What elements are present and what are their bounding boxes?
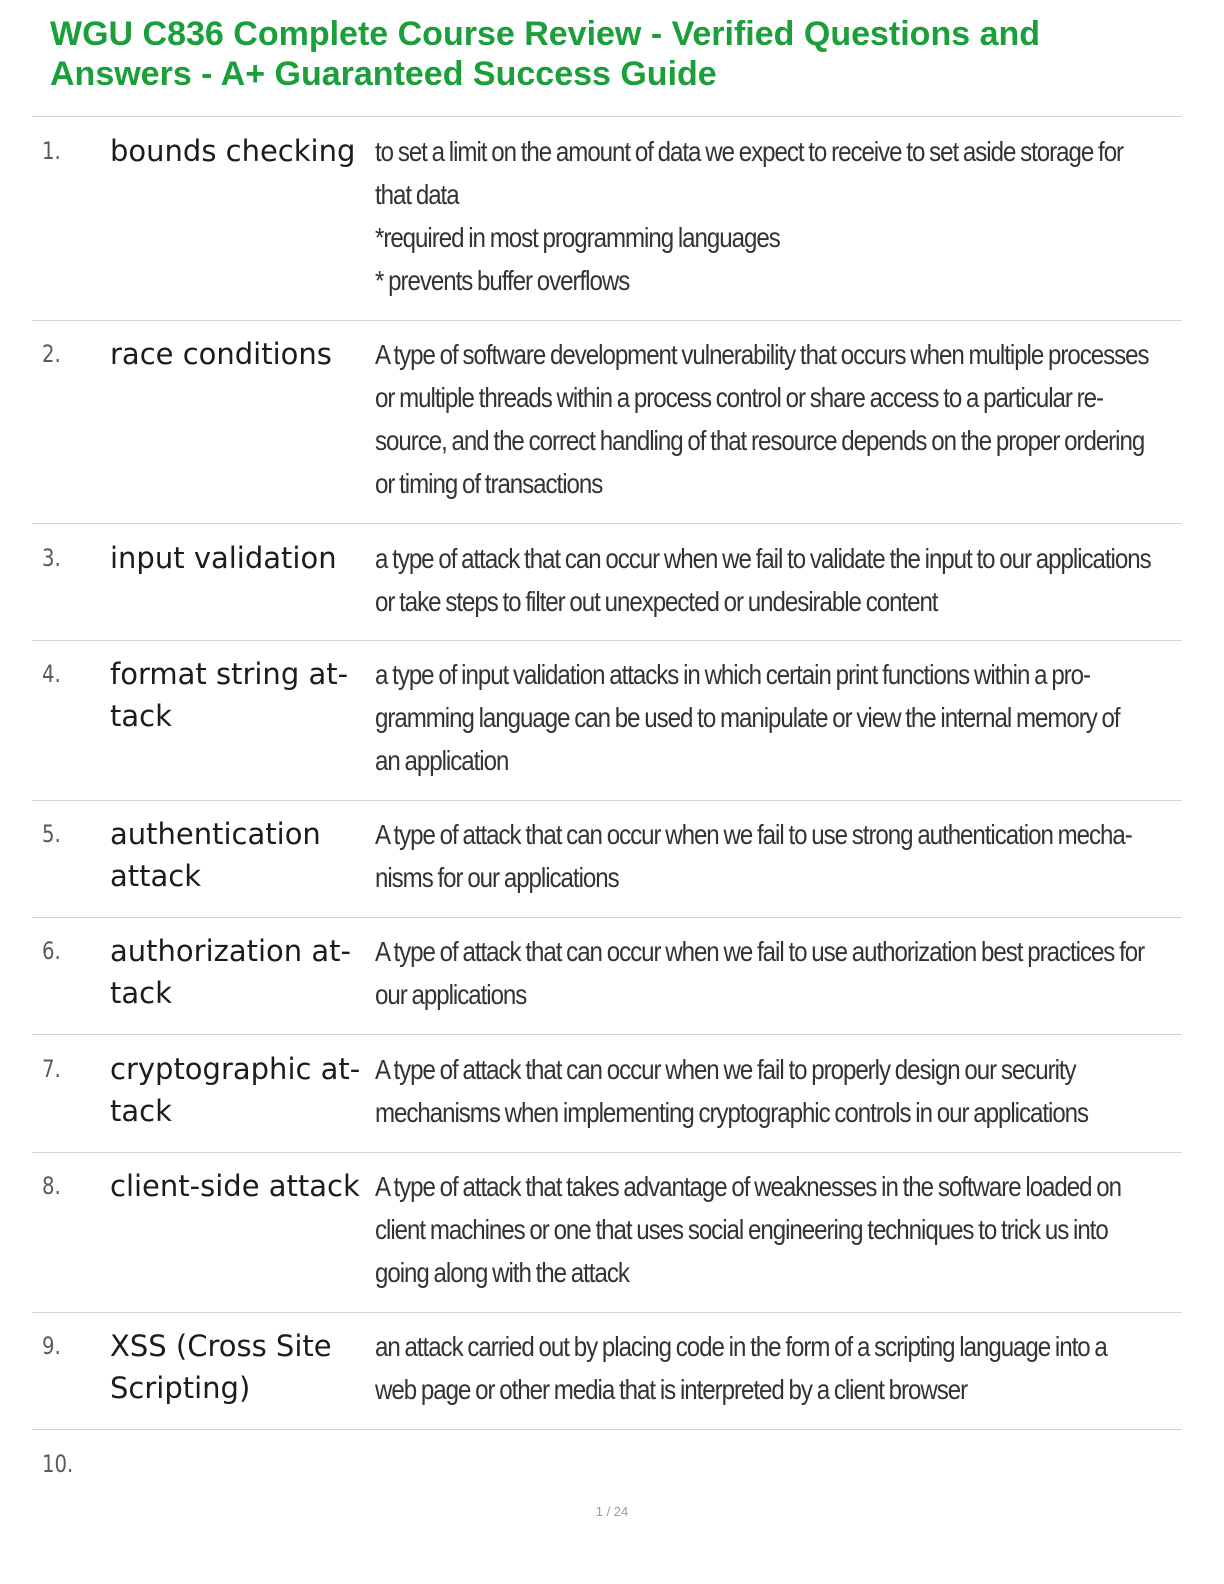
- entry-definition: [375, 333, 1149, 505]
- divider: [32, 917, 1182, 918]
- entry-number: 4.: [42, 660, 61, 688]
- divider: [32, 800, 1182, 801]
- entry-definition-line: gramming language can be used to manipulate or view the internal memory of: [375, 702, 1120, 733]
- document-title: [50, 14, 1160, 94]
- entry-definition: [375, 653, 1120, 782]
- entry-definition: [375, 537, 1151, 623]
- entry-definition-line: *required in most programming languages: [375, 222, 780, 253]
- entry-definition-line: A type of attack that can occur when we fail to properly design our security: [375, 1054, 1076, 1085]
- entry-term-line: client-side attack: [110, 1169, 360, 1203]
- entry-number: 9.: [42, 1332, 61, 1360]
- entry-term-line: tack: [110, 976, 172, 1010]
- divider: [32, 1152, 1182, 1153]
- entry-definition: [375, 930, 1145, 1016]
- entry-definition-line: * prevents buffer overflows: [375, 265, 630, 296]
- entry-term: [110, 537, 372, 579]
- divider: [32, 1312, 1182, 1313]
- divider: [32, 640, 1182, 641]
- entry-term-line: authentication: [110, 817, 321, 851]
- entry-term-line: XSS (Cross Site: [110, 1329, 332, 1363]
- entry-term: [110, 333, 372, 375]
- entry-definition-line: A type of attack that can occur when we fail to use authorization best practices for: [375, 936, 1145, 967]
- entry-definition-line: or timing of transactions: [375, 468, 603, 499]
- entry-term-line: race conditions: [110, 337, 332, 371]
- entry-term-line: tack: [110, 1094, 172, 1128]
- entry-term: [110, 813, 372, 897]
- entry-definition-line: client machines or one that uses social engineering techniques to trick us into: [375, 1214, 1108, 1245]
- entry-term-line: Scripting): [110, 1371, 251, 1405]
- entry-term: [110, 1048, 372, 1132]
- entry-definition-line: A type of software development vulnerability that occurs when multiple processes: [375, 339, 1149, 370]
- entry-number: 3.: [42, 544, 61, 572]
- entry-term: [110, 930, 372, 1014]
- entry-definition-line: that data: [375, 179, 459, 210]
- entry-definition-line: going along with the attack: [375, 1257, 629, 1288]
- divider: [32, 523, 1182, 524]
- page-number: 1 / 24: [595, 1504, 629, 1519]
- entry-number: 1.: [42, 137, 61, 165]
- divider: [32, 1034, 1182, 1035]
- entry-definition-line: web page or other media that is interpreted by a client browser: [375, 1374, 968, 1405]
- entry-definition-line: A type of attack that can occur when we fail to use strong authentication mecha-: [375, 819, 1132, 850]
- entry-term-line: input validation: [110, 541, 337, 575]
- entry-definition: [375, 1165, 1122, 1294]
- entry-number: 5.: [42, 820, 61, 848]
- document-title-line: Answers - A+ Guaranteed Success Guide: [50, 55, 717, 93]
- document-title-line: WGU C836 Complete Course Review - Verified Questions and: [50, 15, 1041, 53]
- entry-definition-line: a type of attack that can occur when we fail to validate the input to our applications: [375, 543, 1151, 574]
- entry-definition-line: nisms for our applications: [375, 862, 619, 893]
- entry-number: 7.: [42, 1055, 61, 1083]
- entry-definition-line: to set a limit on the amount of data we expect to receive to set aside storage for: [375, 136, 1124, 167]
- entry-number: 10.: [42, 1450, 74, 1478]
- entry-number: 6.: [42, 937, 61, 965]
- entry-definition-line: or take steps to filter out unexpected or undesirable content: [375, 586, 938, 617]
- divider: [32, 116, 1182, 117]
- entry-term-line: format string at-: [110, 657, 349, 691]
- entry-number: 2.: [42, 340, 61, 368]
- entry-term-line: bounds checking: [110, 134, 356, 168]
- entry-definition-line: source, and the correct handling of that resource depends on the proper ordering: [375, 425, 1145, 456]
- entry-term-line: attack: [110, 859, 202, 893]
- entry-definition-line: an application: [375, 745, 509, 776]
- entry-definition-line: our applications: [375, 979, 527, 1010]
- entry-term: [110, 1165, 372, 1207]
- entry-term: [110, 1325, 372, 1409]
- entry-term-line: tack: [110, 699, 172, 733]
- entry-definition: [375, 130, 1124, 302]
- entry-definition-line: or multiple threads within a process control or share access to a particular re-: [375, 382, 1104, 413]
- entry-definition-line: A type of attack that takes advantage of weaknesses in the software loaded on: [375, 1171, 1122, 1202]
- entry-definition: [375, 813, 1132, 899]
- entry-definition-line: mechanisms when implementing cryptographic controls in our applications: [375, 1097, 1089, 1128]
- entry-term: [110, 130, 372, 172]
- entry-term-line: cryptographic at-: [110, 1052, 361, 1086]
- entry-term: [110, 653, 372, 737]
- entry-definition-line: a type of input validation attacks in which certain print functions within a pro-: [375, 659, 1091, 690]
- divider: [32, 1429, 1182, 1430]
- entry-definition: [375, 1325, 1107, 1411]
- entry-definition: [375, 1048, 1089, 1134]
- entry-definition-line: an attack carried out by placing code in the form of a scripting language into a: [375, 1331, 1107, 1362]
- entry-number: 8.: [42, 1172, 61, 1200]
- entry-term-line: authorization at-: [110, 934, 351, 968]
- divider: [32, 320, 1182, 321]
